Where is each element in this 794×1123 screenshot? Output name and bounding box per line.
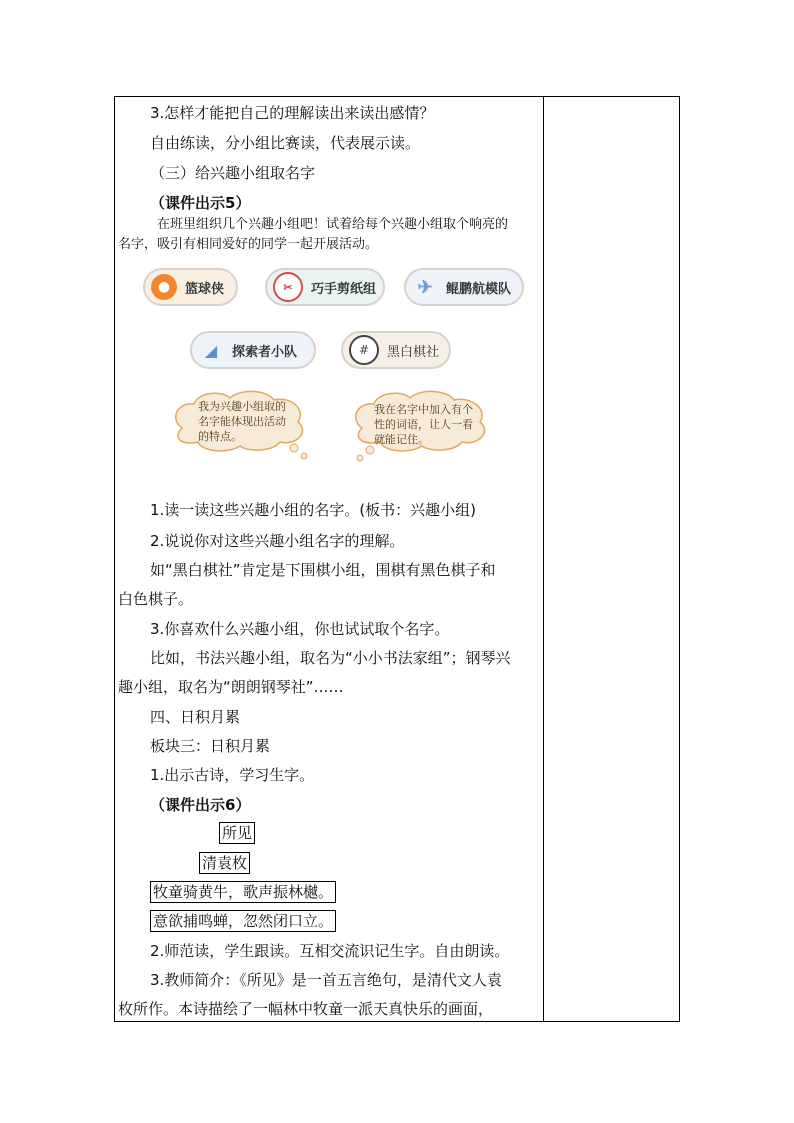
group-aviation xyxy=(404,268,524,306)
text-line: 3.你喜欢什么兴趣小组，你也试试取个名字。 xyxy=(150,620,450,638)
text-line: 比如，书法兴趣小组，取名为“小小书法家组”；钢琴兴 xyxy=(150,649,511,667)
text-line: 2.师范读，学生跟读。互相交流识记生字。自由朗读。 xyxy=(150,942,510,960)
group-explorer xyxy=(190,331,316,369)
group-name: 巧手剪纸组 xyxy=(311,281,377,297)
group-go-chess xyxy=(341,331,451,369)
text-line: 自由练读，分小组比赛读，代表展示读。 xyxy=(150,134,421,152)
poem-author: 清袁枚 xyxy=(199,852,250,874)
group-basketball xyxy=(143,268,238,306)
basketball-icon: ● xyxy=(151,274,177,300)
speech-cloud-left xyxy=(168,388,316,464)
text-line: 1.读一读这些兴趣小组的名字。(板书：兴趣小组) xyxy=(150,501,477,519)
satellite-dish-icon: ◢ xyxy=(204,340,218,360)
speech-cloud-right xyxy=(348,390,496,462)
text-line: 板块三：日积月累 xyxy=(150,737,271,755)
text-line: 1.出示古诗，学习生字。 xyxy=(150,766,315,784)
airplane-icon: ✈ xyxy=(417,276,433,298)
poem-line: 意欲捕鸣蝉，忽然闭口立。 xyxy=(150,910,336,932)
group-name: 探索者小队 xyxy=(232,344,298,360)
courseware-label: （课件出示6） xyxy=(150,796,251,814)
cloud-text: 我在名字中加入有个性的词语，让人一看就能记住。 xyxy=(374,403,473,446)
text-line: 枚所作。本诗描绘了一幅林中牧童一派天真快乐的画面， xyxy=(118,1000,494,1018)
group-name: 篮球侠 xyxy=(185,281,225,297)
courseware-label: （课件出示5） xyxy=(150,194,251,212)
text-line: 如“黑白棋社”肯定是下围棋小组，围棋有黑色棋子和 xyxy=(150,561,496,579)
go-board-icon: # xyxy=(349,335,379,365)
text-line: 名字，吸引有相同爱好的同学一起开展活动。 xyxy=(118,237,379,252)
group-papercut xyxy=(265,268,385,306)
poem-title: 所见 xyxy=(219,822,255,844)
text-line: 在班里组织几个兴趣小组吧！试着给每个兴趣小组取个响亮的 xyxy=(157,217,509,232)
cloud-text: 我为兴趣小组取的名字能体现出活动的特点。 xyxy=(198,400,286,443)
section-heading: （三）给兴趣小组取名字 xyxy=(150,164,316,182)
text-line: 趣小组，取名为“朗朗钢琴社”…… xyxy=(118,678,344,696)
group-name: 鲲鹏航模队 xyxy=(446,281,512,297)
text-line: 2.说说你对这些兴趣小组名字的理解。 xyxy=(150,532,405,550)
text-line: 3.教师简介：《所见》是一首五言绝句，是清代文人袁 xyxy=(150,971,502,989)
papercut-icon: ✂ xyxy=(273,272,303,302)
text-line: 白色棋子。 xyxy=(118,590,194,608)
table-column-divider xyxy=(543,96,544,1022)
text-line: 3.怎样才能把自己的理解读出来读出感情？ xyxy=(150,104,435,122)
group-name: 黑白棋社 xyxy=(387,344,440,360)
poem-line: 牧童骑黄牛，歌声振林樾。 xyxy=(150,881,336,903)
section-heading: 四、日积月累 xyxy=(150,708,241,726)
